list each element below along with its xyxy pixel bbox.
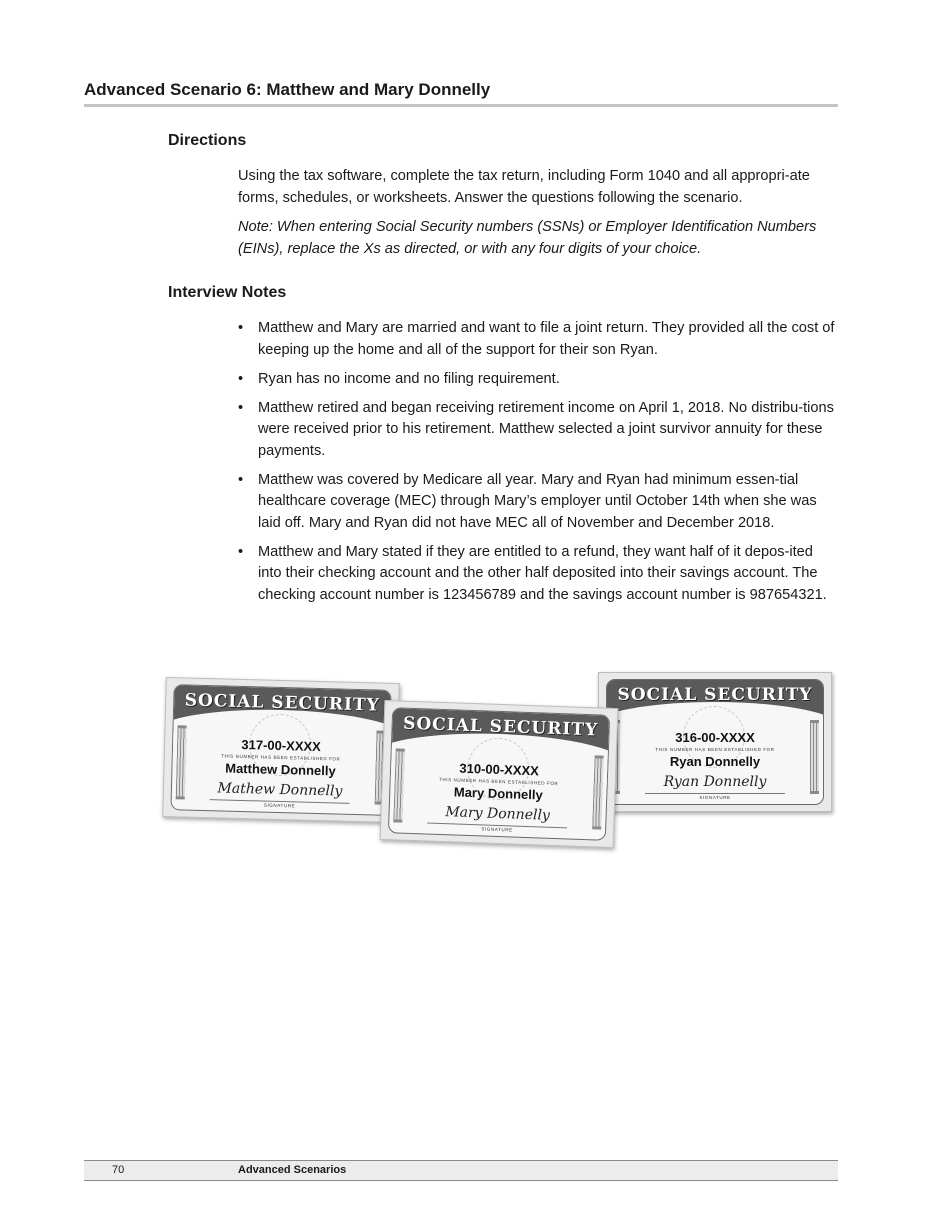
ss-card-logo: SOCIAL SECURITY [184, 690, 381, 716]
signature-label: SIGNATURE [481, 826, 513, 833]
ss-card-ryan [598, 672, 832, 812]
note-text: Matthew retired and began receiving retirement income on April 1, 2018. No distribu-tions were received prior to his retirement. Matthew selected a joint survivor annuity for these payments. [258, 399, 834, 459]
bullet-dot: • [238, 320, 244, 336]
page-number: 70 [112, 1164, 125, 1176]
note-text: Matthew and Mary stated if they are entitled to a refund, they want half of it depos-ited into their checking account and the other half deposited into their savings account. The checking account number is 123456789 and the savings account number is 987654321. [258, 543, 827, 603]
bullet-dot: • [238, 399, 244, 416]
list-item [238, 470, 838, 535]
note-text: Matthew was covered by Medicare all year. Mary and Ryan had minimum essen-tial healthcare coverage (MEC) through Mary’s employer until October 14th when she was laid off. Mary and Ryan did not have MEC all of November and December 2018. [258, 471, 817, 531]
signature-label: SIGNATURE [699, 795, 731, 800]
card-holder-name: Ryan Donnelly [669, 754, 761, 769]
list-item [238, 369, 838, 391]
note-text: Matthew and Mary are married and want to file a joint return. They provided all the cost of keeping up the home and all of the support for their son Ryan. [258, 320, 835, 358]
ssn-number: 317-00-XXXX [241, 736, 322, 755]
signature-label: SIGNATURE [263, 802, 296, 809]
ss-card-mary [380, 700, 619, 848]
ss-card-matthew [162, 677, 400, 823]
card-holder-name: Mary Donnelly [453, 784, 543, 803]
card-holder-name: Matthew Donnelly [225, 760, 336, 779]
directions-heading: Directions [168, 132, 247, 149]
scenario-title: Advanced Scenario 6: Matthew and Mary Donnelly [84, 80, 838, 107]
established-text: THIS NUMBER HAS BEEN ESTABLISHED FOR [221, 753, 341, 762]
interview-notes-heading: Interview Notes [168, 284, 287, 301]
signature: Ryan Donnelly [663, 774, 767, 790]
signature: Mary Donnelly [445, 804, 551, 824]
note-text: Ryan has no income and no filing requirement. [258, 370, 560, 387]
established-text: THIS NUMBER HAS BEEN ESTABLISHED FOR [655, 747, 775, 752]
page-footer [84, 1160, 838, 1181]
ss-card-logo: SOCIAL SECURITY [402, 713, 599, 741]
ssn-number: 310-00-XXXX [459, 760, 540, 779]
bullet-dot: • [238, 471, 244, 488]
ss-card-logo: SOCIAL SECURITY [617, 685, 813, 705]
list-item [238, 398, 838, 463]
signature-line [645, 793, 785, 794]
bullet-dot: • [238, 370, 244, 387]
footer-section-title: Advanced Scenarios [238, 1164, 347, 1176]
interview-notes-list [238, 318, 838, 614]
directions-paragraph: Using the tax software, complete the tax return, including Form 1040 and all appropri-ate forms, schedules, or worksheets. Answer the questions following the scenario. [238, 168, 810, 206]
list-item [238, 318, 838, 361]
ssn-number: 316-00-XXXX [675, 730, 755, 745]
directions-note: Note: When entering Social Security numbers (SSNs) or Employer Identification Numbers (EINs), replace the Xs as directed, or with any four digits of your choice. [238, 219, 817, 257]
bullet-dot: • [238, 543, 244, 560]
list-item [238, 542, 838, 607]
signature: Mathew Donnelly [217, 780, 343, 800]
established-text: THIS NUMBER HAS BEEN ESTABLISHED FOR [439, 776, 559, 787]
